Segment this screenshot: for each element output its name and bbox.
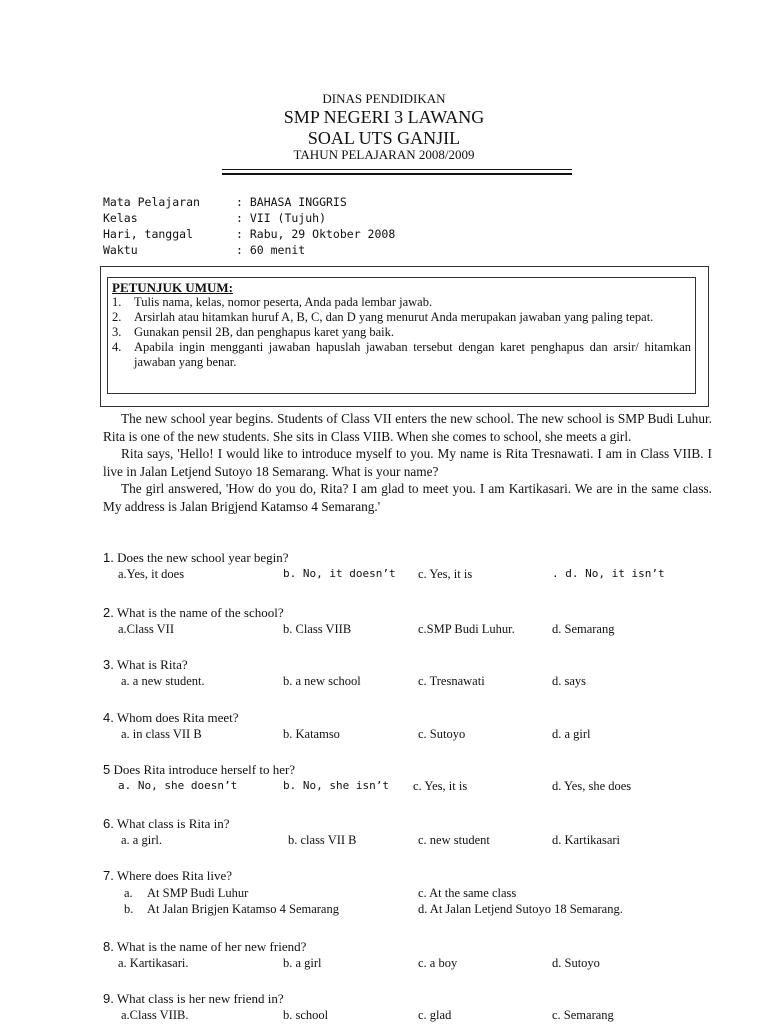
- info-row-subject: [103, 194, 395, 210]
- option-b: b. No, she isn’t: [283, 779, 389, 792]
- question-4: [103, 710, 713, 742]
- instruction-item: [112, 295, 691, 310]
- info-label: Hari, tanggal: [103, 227, 194, 241]
- question-9: [103, 991, 713, 1023]
- school-name: SMP NEGERI 3 LAWANG: [283, 106, 485, 127]
- instruction-text: Tulis nama, kelas, nomor peserta, Anda pada lembar jawab.: [134, 295, 433, 309]
- question-stem: [103, 605, 713, 621]
- header-divider-thin: [222, 169, 572, 170]
- question-number: 4.: [103, 710, 114, 725]
- question-text: What class is Rita in?: [116, 816, 230, 831]
- option-a: a. a new student.: [121, 674, 205, 688]
- option-a: a.Class VIIB.: [121, 1008, 189, 1022]
- instructions-inner: [107, 277, 696, 394]
- option-a: a.Class VII: [118, 622, 175, 636]
- option-c: c. a boy: [418, 956, 458, 970]
- question-text: Where does Rita live?: [116, 868, 233, 883]
- option-row: [103, 832, 713, 848]
- instruction-item: [112, 325, 691, 340]
- option-d: c. Semarang: [552, 1008, 614, 1022]
- passage-paragraph: The girl answered, 'How do you do, Rita? I am glad to meet you. I am Kartikasari. We are in the same class. My address is Jalan Brigjend Katamso 4 Semarang.': [103, 481, 712, 514]
- question-text: What is the name of the school?: [116, 605, 284, 620]
- option-b: b. school: [283, 1008, 329, 1022]
- option-a: a. Kartikasari.: [118, 956, 189, 970]
- question-number: 9.: [103, 991, 114, 1006]
- option-b: b. class VII B: [288, 833, 357, 847]
- question-text: Does the new school year begin?: [117, 550, 289, 565]
- question-text: What is the name of her new friend?: [116, 939, 307, 954]
- question-number: 2.: [103, 605, 114, 620]
- question-stem: [103, 550, 713, 566]
- option-a: a.Yes, it does: [118, 567, 185, 581]
- option-a: a. a girl.: [121, 833, 162, 847]
- question-stem: [103, 762, 713, 778]
- option-d: d. a girl: [552, 727, 591, 741]
- option-c: c. Yes, it is: [413, 779, 468, 793]
- question-stem: [103, 868, 713, 884]
- instruction-number: 3.: [112, 325, 122, 339]
- option-c: c. Sutoyo: [418, 727, 466, 741]
- option-b: b. a girl: [283, 956, 322, 970]
- option-d: d. says: [552, 674, 587, 688]
- option-a-letter: a.: [124, 886, 133, 900]
- option-b: b. Class VIIB: [283, 622, 352, 636]
- info-label: Waktu: [103, 243, 138, 257]
- instruction-item: [112, 310, 691, 325]
- question-text: Does Rita introduce herself to her?: [113, 762, 296, 777]
- question-number: 8.: [103, 939, 114, 954]
- info-label: Kelas: [103, 211, 138, 225]
- document-header: [0, 92, 768, 163]
- question-stem: [103, 816, 713, 832]
- exam-title: SOAL UTS GANJIL: [307, 127, 461, 148]
- instructions-title: PETUNJUK UMUM:: [112, 280, 233, 295]
- option-row: [103, 1007, 713, 1023]
- option-a: a. No, she doesn’t: [118, 779, 238, 792]
- question-stem: [103, 939, 713, 955]
- option-b: At Jalan Brigjen Katamso 4 Semarang: [147, 902, 339, 916]
- option-b: b. a new school: [283, 674, 361, 688]
- info-value: : Rabu, 29 Oktober 2008: [236, 227, 396, 241]
- option-grid: [103, 884, 713, 918]
- instruction-item: [112, 340, 691, 370]
- header-divider-thick: [222, 173, 572, 175]
- question-3: [103, 657, 713, 689]
- option-a: a. in class VII B: [121, 727, 202, 741]
- option-c: c. new student: [418, 833, 490, 847]
- option-c: c. Yes, it is: [418, 567, 473, 581]
- info-row-date: [103, 226, 395, 242]
- question-1: [103, 550, 713, 582]
- agency-title: DINAS PENDIDIKAN: [322, 91, 446, 106]
- passage-paragraph: The new school year begins. Students of Class VII enters the new school. The new school is SMP Budi Luhur. Rita is one of the new students. She sits in Class VIIB. When she comes to school, she meets a girl.: [103, 411, 712, 444]
- instruction-number: 1.: [112, 295, 122, 309]
- option-d: d. Semarang: [552, 622, 615, 636]
- question-6: [103, 816, 713, 848]
- question-stem: [103, 657, 713, 673]
- instruction-text: Gunakan pensil 2B, dan penghapus karet yang baik.: [134, 325, 395, 339]
- option-row: [103, 673, 713, 689]
- option-row: [103, 778, 713, 794]
- question-5: [103, 762, 713, 794]
- question-text: Whom does Rita meet?: [116, 710, 239, 725]
- info-label: Mata Pelajaran: [103, 195, 200, 209]
- instruction-text: Apabila ingin mengganti jawaban hapuslah jawaban tersebut dengan karet penghapus dan arsir/ hitamkan jawaban yang benar.: [134, 340, 691, 369]
- question-8: [103, 939, 713, 971]
- question-number: 1.: [103, 550, 114, 565]
- option-row: [103, 955, 713, 971]
- info-value: : VII (Tujuh): [236, 211, 327, 225]
- academic-year: TAHUN PELAJARAN 2008/2009: [293, 147, 475, 163]
- info-row-class: [103, 210, 395, 226]
- option-c: c. At the same class: [418, 886, 517, 900]
- question-number: 6.: [103, 816, 114, 831]
- option-row: [103, 566, 713, 582]
- instruction-number: 4.: [112, 340, 122, 354]
- option-d: d. Kartikasari: [552, 833, 621, 847]
- passage-paragraph: Rita says, 'Hello! I would like to introduce myself to you. My name is Rita Tresnawati. I am in Class VIIB. I live in Jalan Letjend Sutoyo 18 Semarang. What is your name?: [103, 446, 712, 479]
- option-c: c.SMP Budi Luhur.: [418, 622, 515, 636]
- option-b: b. No, it doesn’t: [283, 567, 396, 580]
- question-text: What class is her new friend in?: [116, 991, 284, 1006]
- info-value: : BAHASA INGGRIS: [236, 195, 347, 209]
- option-b-letter: b.: [124, 902, 134, 916]
- question-stem: [103, 991, 713, 1007]
- instruction-number: 2.: [112, 310, 122, 324]
- question-7: [103, 868, 713, 918]
- option-a: At SMP Budi Luhur: [147, 886, 249, 900]
- option-d: . d. No, it isn’t: [552, 567, 665, 580]
- option-row: [103, 621, 713, 637]
- instruction-text: Arsirlah atau hitamkan huruf A, B, C, dan D yang menurut Anda merupakan jawaban yang paling tepat.: [134, 310, 654, 324]
- instructions-box: [100, 266, 709, 407]
- info-value: : 60 menit: [236, 243, 306, 257]
- exam-info: [103, 194, 395, 258]
- option-c: c. glad: [418, 1008, 452, 1022]
- option-b: b. Katamso: [283, 727, 340, 741]
- option-d: d. At Jalan Letjend Sutoyo 18 Semarang.: [418, 902, 623, 916]
- option-row: [103, 726, 713, 742]
- question-number: 3.: [103, 657, 114, 672]
- info-row-time: [103, 242, 395, 258]
- question-text: What is Rita?: [116, 657, 188, 672]
- option-d: d. Yes, she does: [552, 779, 632, 793]
- option-c: c. Tresnawati: [418, 674, 485, 688]
- reading-passage: [103, 410, 712, 515]
- question-number: 7.: [103, 868, 114, 883]
- question-number: 5: [103, 762, 111, 777]
- question-stem: [103, 710, 713, 726]
- option-d: d. Sutoyo: [552, 956, 600, 970]
- question-2: [103, 605, 713, 637]
